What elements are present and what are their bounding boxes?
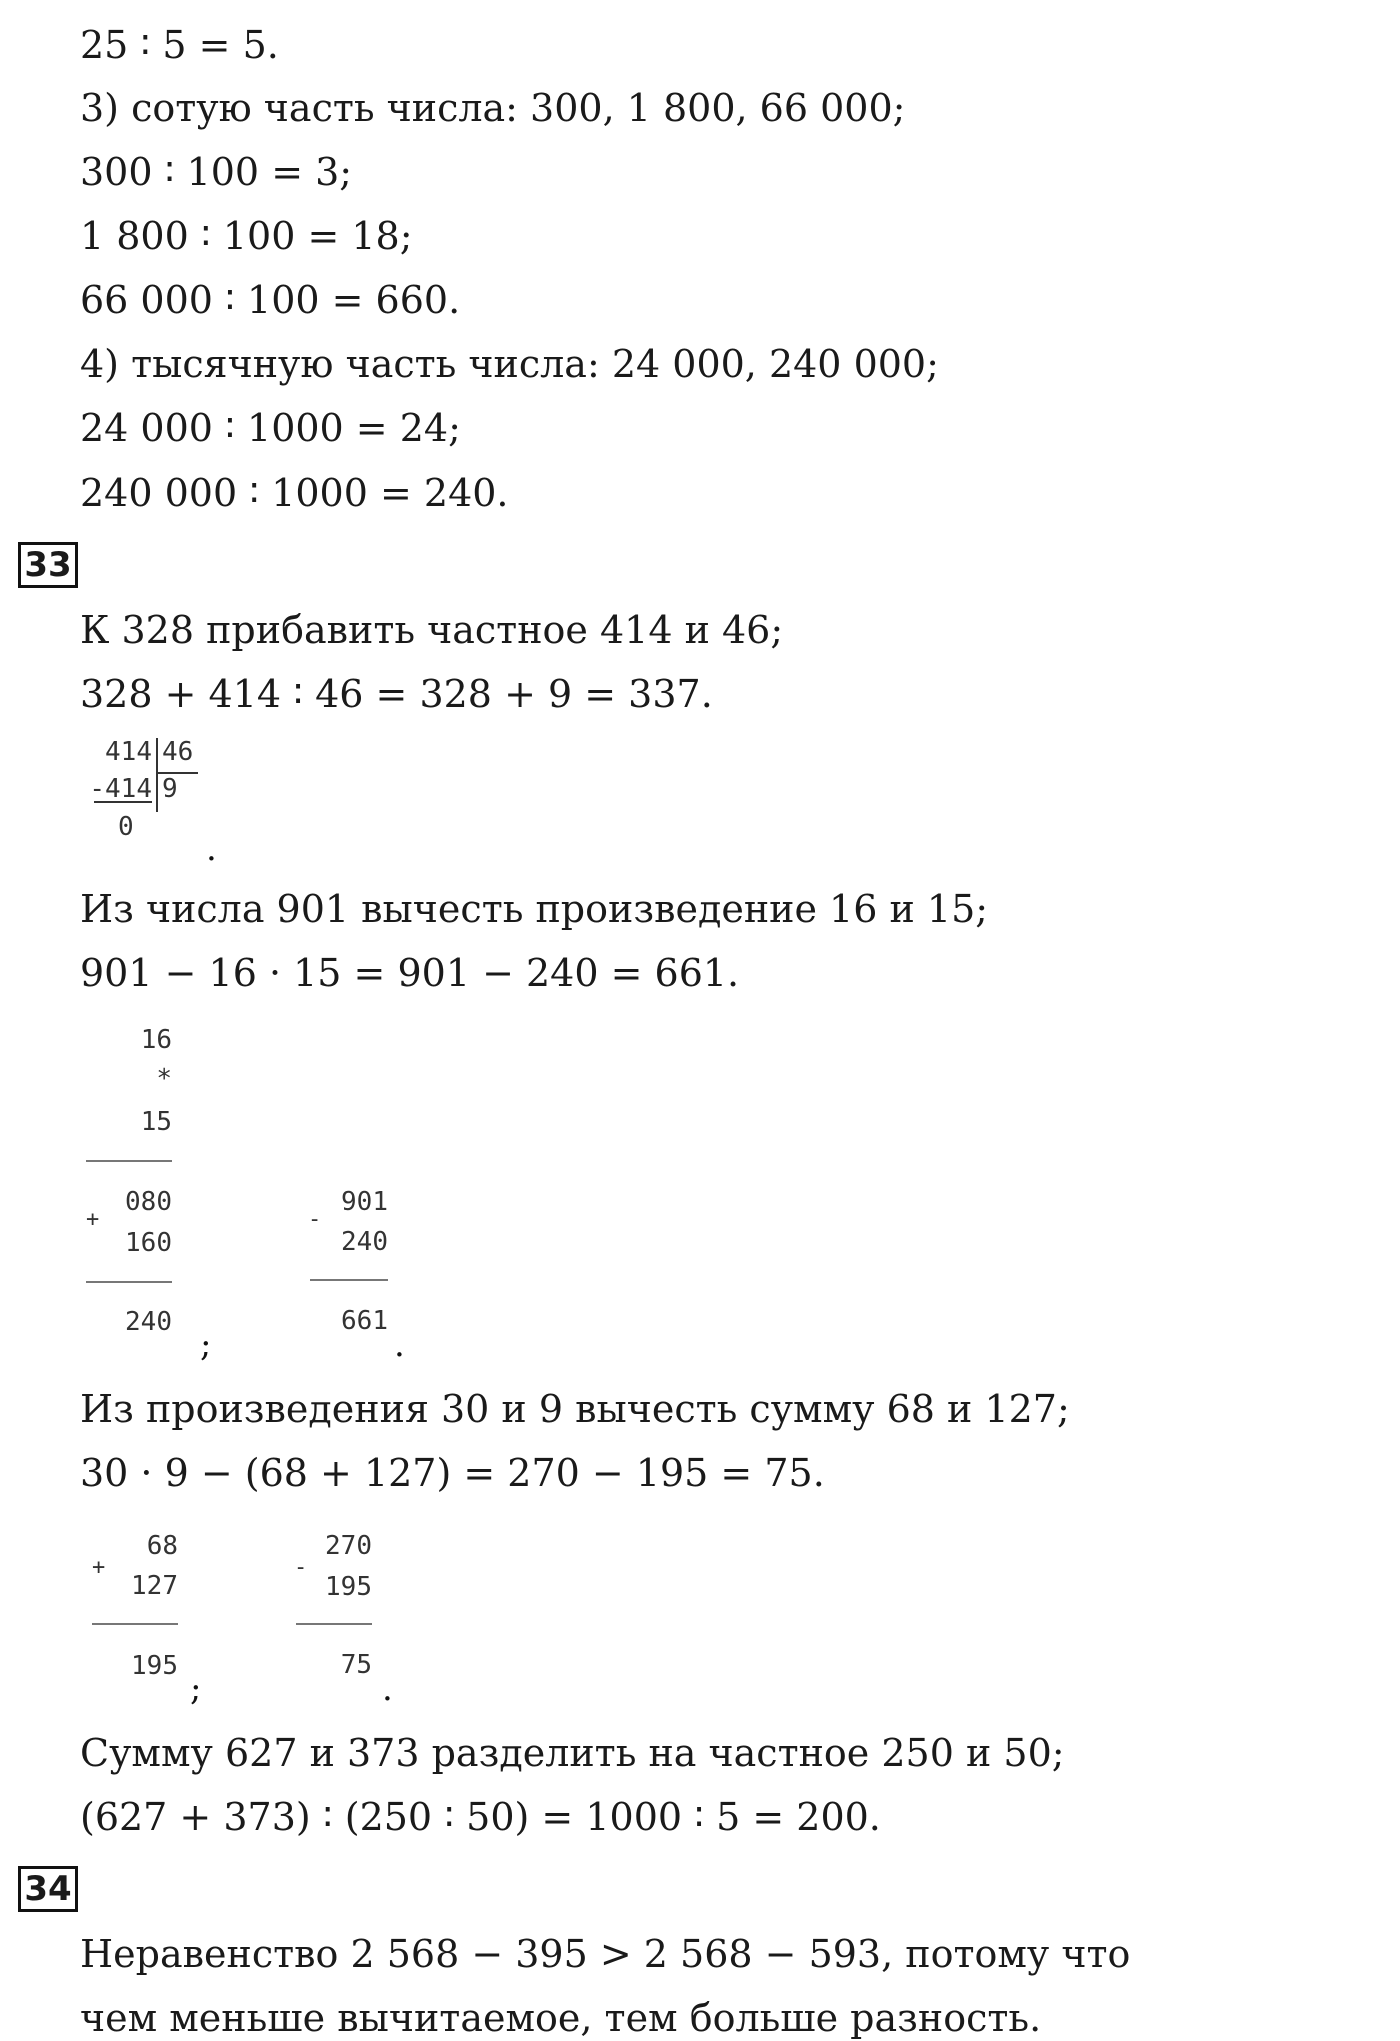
add-result: 195 xyxy=(131,1651,178,1681)
text-line: 300 ∶ 100 = 3; xyxy=(80,150,353,194)
mult-line xyxy=(86,1160,172,1162)
mult-operator: * xyxy=(156,1064,172,1094)
mult-factor-b: 15 xyxy=(140,1107,172,1137)
sub-subtrahend: 195 xyxy=(325,1572,372,1602)
sub-minuend: 901 xyxy=(341,1187,388,1217)
mult-partial-1: 080 xyxy=(125,1187,172,1217)
text-line: 24 000 ∶ 1000 = 24; xyxy=(80,406,461,450)
punctuation: . xyxy=(206,829,217,869)
text-line: 3) сотую часть числа: 300, 1 800, 66 000; xyxy=(80,86,906,130)
sub-line xyxy=(310,1279,388,1281)
mult-result: 240 xyxy=(125,1307,172,1337)
punctuation: ; xyxy=(200,1325,212,1365)
division-subtrahend: -414 xyxy=(89,774,152,804)
mult-partial-2: 160 xyxy=(125,1228,172,1258)
sub-result: 661 xyxy=(341,1306,388,1336)
division-quotient: 9 xyxy=(162,774,178,804)
division-bracket xyxy=(156,738,158,812)
text-line: 25 ∶ 5 = 5. xyxy=(80,23,279,67)
punctuation: . xyxy=(382,1669,393,1709)
text-line: 4) тысячную часть числа: 24 000, 240 000; xyxy=(80,342,939,386)
punctuation: ; xyxy=(190,1669,202,1709)
text-line: Из произведения 30 и 9 вычесть сумму 68 и 127; xyxy=(80,1387,1070,1431)
text-line: К 328 прибавить частное 414 и 46; xyxy=(80,608,784,652)
sub-subtrahend: 240 xyxy=(341,1227,388,1257)
sub-minus-sign: - xyxy=(294,1555,308,1580)
division-quotient-line xyxy=(156,772,198,774)
text-line: 901 − 16 · 15 = 901 − 240 = 661. xyxy=(80,951,740,995)
text-line: 66 000 ∶ 100 = 660. xyxy=(80,278,461,322)
add-line xyxy=(92,1623,178,1625)
sub-minuend: 270 xyxy=(325,1531,372,1561)
mult-plus-sign: + xyxy=(86,1207,100,1232)
text-line: Из числа 901 вычесть произведение 16 и 15; xyxy=(80,887,989,931)
sub-minus-sign: - xyxy=(308,1207,322,1232)
task-number-34: 34 xyxy=(18,1866,78,1912)
text-line: чем меньше вычитаемое, тем больше разность. xyxy=(80,1996,1042,2040)
punctuation: . xyxy=(394,1325,405,1365)
add-term-b: 127 xyxy=(131,1571,178,1601)
text-line: 240 000 ∶ 1000 = 240. xyxy=(80,471,509,515)
add-plus-sign: + xyxy=(92,1555,106,1580)
task-number-33: 33 xyxy=(18,542,78,588)
text-line: Неравенство 2 568 − 395 > 2 568 − 593, потому что xyxy=(80,1932,1131,1976)
division-underline xyxy=(94,801,152,803)
text-line: 1 800 ∶ 100 = 18; xyxy=(80,214,413,258)
division-dividend: 414 xyxy=(105,737,152,767)
text-line: 328 + 414 ∶ 46 = 328 + 9 = 337. xyxy=(80,672,713,716)
sub-result: 75 xyxy=(340,1650,372,1680)
text-line: Сумму 627 и 373 разделить на частное 250 и 50; xyxy=(80,1731,1065,1775)
text-line: (627 + 373) ∶ (250 ∶ 50) = 1000 ∶ 5 = 200. xyxy=(80,1795,881,1839)
mult-sum-line xyxy=(86,1281,172,1283)
division-remainder: 0 xyxy=(118,812,134,842)
text-line: 30 · 9 − (68 + 127) = 270 − 195 = 75. xyxy=(80,1451,825,1495)
sub-line xyxy=(296,1623,372,1625)
mult-factor-a: 16 xyxy=(140,1025,172,1055)
add-term-a: 68 xyxy=(146,1531,178,1561)
division-divisor: 46 xyxy=(162,737,194,767)
